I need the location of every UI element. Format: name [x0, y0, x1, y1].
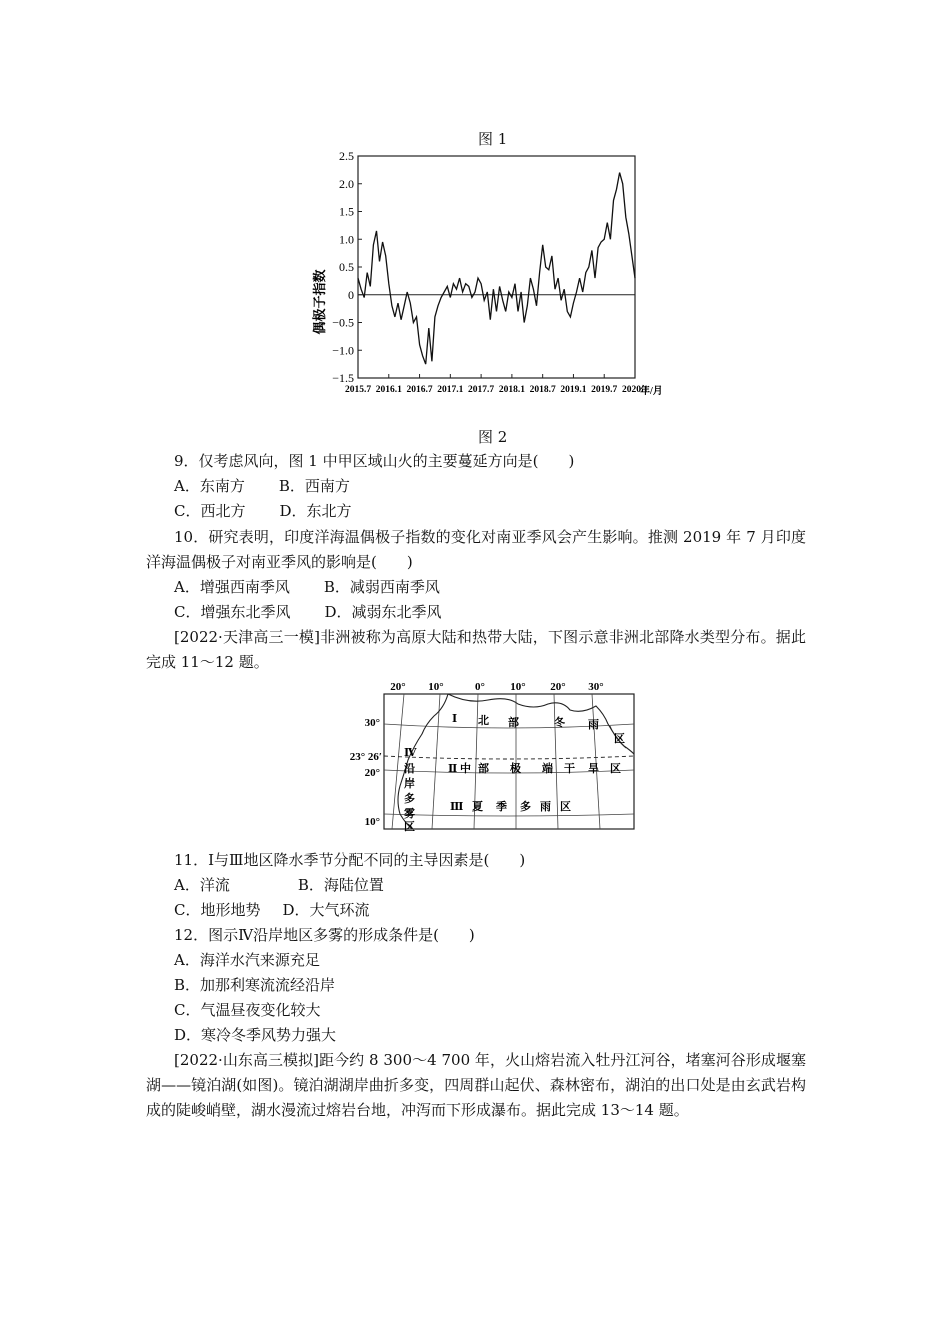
- svg-text:旱: 旱: [588, 763, 599, 775]
- option-12b[interactable]: B．加那利寒流流经沿岸: [174, 976, 336, 994]
- y-tick-label: 2.5: [339, 149, 354, 163]
- map-frame: [384, 694, 634, 829]
- y-tick-label: 0: [348, 287, 354, 302]
- svg-text:区: 区: [610, 763, 621, 775]
- x-tick-label: 2018.1: [498, 385, 525, 395]
- x-tick-label: 2018.7: [529, 385, 556, 395]
- question-11-options-row2: [174, 900, 370, 920]
- question-9-options-row2: [174, 501, 352, 521]
- x-tick-label: 2019.1: [560, 385, 587, 395]
- svg-text:部: 部: [508, 717, 519, 729]
- question-10-options-row1: [174, 577, 440, 597]
- svg-text:Ⅰ: Ⅰ: [452, 713, 458, 725]
- svg-text:多: 多: [404, 793, 415, 805]
- question-10-stem: 10．研究表明，印度洋海温偶极子指数的变化对南亚季风会产生影响。推测 2019 年 7 月印度洋海温偶极子对南亚季风的影响是( ): [146, 528, 806, 571]
- x-tick-label: 2019.7: [591, 385, 618, 395]
- svg-text:季: 季: [496, 801, 507, 813]
- graticule: [384, 694, 634, 829]
- question-11-stem: 11．Ⅰ与Ⅲ地区降水季节分配不同的主导因素是( ): [174, 851, 526, 869]
- dipole-index-chart: [310, 148, 670, 400]
- svg-text:Ⅲ: Ⅲ: [450, 801, 464, 813]
- svg-text:20°: 20°: [364, 767, 380, 779]
- svg-text:10°: 10°: [510, 681, 526, 693]
- svg-text:30°: 30°: [364, 717, 380, 729]
- option-12c[interactable]: C．气温昼夜变化较大: [174, 1001, 321, 1019]
- x-tick-label: 2015.7: [344, 385, 372, 395]
- svg-text:夏: 夏: [472, 801, 483, 813]
- y-tick-label: 1.5: [339, 204, 354, 219]
- svg-text:雾: 雾: [404, 808, 415, 820]
- option-11a[interactable]: A．洋流: [174, 876, 230, 894]
- svg-text:雨: 雨: [588, 719, 599, 731]
- figure-2-caption: 图 2: [478, 428, 508, 446]
- option-9d[interactable]: D．东北方: [279, 502, 352, 520]
- option-11d[interactable]: D．大气环流: [282, 901, 370, 919]
- dipole-index-series-line: [358, 173, 635, 365]
- svg-text:极: 极: [510, 763, 521, 775]
- x-tick-label: 2020.1: [621, 385, 649, 395]
- option-9a[interactable]: A．东南方: [174, 477, 245, 495]
- option-9b[interactable]: B．西南方: [278, 477, 350, 495]
- option-10d[interactable]: D．减弱东北季风: [324, 603, 442, 621]
- y-tick-label: 2.0: [339, 176, 354, 191]
- option-10b[interactable]: B．减弱西南季风: [323, 578, 440, 596]
- svg-text:30°: 30°: [588, 681, 604, 693]
- option-12d[interactable]: D．寒冷冬季风势力强大: [174, 1026, 337, 1044]
- question-12-stem: 12．图示Ⅳ沿岸地区多雾的形成条件是( ): [174, 926, 475, 944]
- y-tick-label: 1.0: [339, 232, 354, 247]
- x-tick-label: 2016.7: [406, 385, 433, 395]
- intro-11-12: [2022·天津高三一模]非洲被称为高原大陆和热带大陆，下图示意非洲北部降水类型分布。据此完成 11～12 题。: [146, 628, 806, 671]
- svg-text:北: 北: [478, 715, 489, 727]
- svg-text:10°: 10°: [364, 816, 380, 828]
- x-tick-label: 2016.1: [375, 385, 402, 395]
- svg-text:20°: 20°: [390, 681, 406, 693]
- option-11c[interactable]: C．地形地势: [174, 901, 261, 919]
- option-12a[interactable]: A．海洋水汽来源充足: [174, 951, 320, 969]
- y-tick-label: −0.5: [332, 315, 354, 330]
- question-11-options-row1: [174, 875, 384, 895]
- svg-text:多: 多: [520, 801, 531, 813]
- tropic-of-cancer: [384, 756, 634, 759]
- svg-text:20°: 20°: [550, 681, 566, 693]
- svg-text:Ⅳ: Ⅳ: [404, 747, 417, 759]
- svg-text:区: 区: [404, 821, 415, 832]
- figure-1-caption: 图 1: [478, 130, 508, 148]
- option-11b[interactable]: B．海陆位置: [297, 876, 384, 894]
- north-africa-precipitation-map: [348, 674, 638, 832]
- svg-text:沿: 沿: [404, 763, 415, 775]
- x-tick-label: 2017.7: [468, 385, 495, 395]
- option-9c[interactable]: C．西北方: [174, 502, 246, 520]
- svg-text:端: 端: [542, 763, 553, 775]
- svg-text:Ⅱ: Ⅱ: [448, 763, 458, 775]
- svg-text:中: 中: [460, 763, 471, 775]
- svg-text:雨: 雨: [540, 801, 551, 813]
- region-labels: [404, 713, 625, 832]
- question-9-stem: 9．仅考虑风向，图 1 中甲区域山火的主要蔓延方向是( ): [174, 452, 575, 470]
- y-tick-label: −1.0: [332, 343, 354, 358]
- x-tick-label: 2017.1: [437, 385, 464, 395]
- y-tick-label: 0.5: [339, 260, 354, 274]
- svg-text:冬: 冬: [554, 717, 565, 729]
- svg-text:区: 区: [614, 733, 625, 745]
- option-10c[interactable]: C．增强东北季风: [174, 603, 291, 621]
- question-10-options-row2: [174, 602, 442, 622]
- svg-text:干: 干: [564, 763, 575, 775]
- chart-y-label: 偶极子指数: [312, 269, 327, 335]
- y-tick-label: −1.5: [332, 371, 354, 385]
- intro-13-14: [2022·山东高三模拟]距今约 8 300～4 700 年，火山熔岩流入牡丹江河谷，堵塞河谷形成堰塞湖——镜泊湖(如图)。镜泊湖湖岸曲折多变，四周群山起伏、森林密布，湖泊的出口处是由玄武岩构成的陡峻峭壁，湖水漫流过熔岩台地，冲泻而下形成瀑布。据此完成 13～14 题。: [146, 1051, 806, 1119]
- svg-text:10°: 10°: [428, 681, 444, 693]
- svg-text:0°: 0°: [475, 681, 485, 693]
- latitude-labels: [350, 717, 382, 828]
- chart-x-unit: 年/月: [640, 386, 663, 397]
- x-axis: [345, 374, 648, 395]
- option-10a[interactable]: A．增强西南季风: [174, 578, 290, 596]
- svg-text:区: 区: [560, 801, 571, 813]
- question-9-options-row1: [174, 476, 350, 496]
- svg-text:岸: 岸: [404, 778, 415, 790]
- svg-text:23° 26′: 23° 26′: [349, 751, 382, 763]
- longitude-labels: [390, 681, 603, 693]
- svg-text:部: 部: [478, 763, 489, 775]
